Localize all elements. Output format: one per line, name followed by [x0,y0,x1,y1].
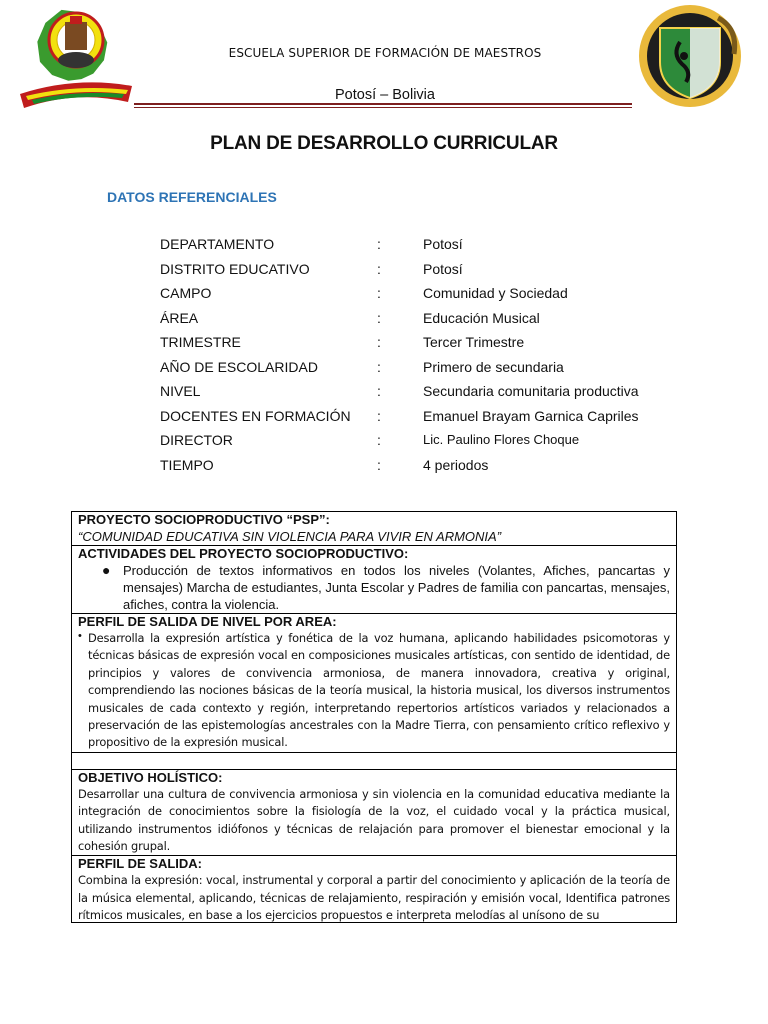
exit-profile-block [72,856,676,923]
empty-row [72,753,676,770]
referential-separator: : [377,407,381,424]
socioproductive-project-box [71,511,677,923]
referential-separator: : [377,432,381,448]
referential-row [160,261,680,286]
activities-text: Producción de textos informativos en todos los niveles (Volantes, Afiches, pancartas y mensajes) Marcha de estudiantes, Junta Escolar y Padres de familia con pancartas, mensajes, afiches, contra la violencia. [123,563,670,612]
psp-name: “COMUNIDAD EDUCATIVA SIN VIOLENCIA PARA VIVIR EN ARMONIA” [78,529,502,544]
referential-separator: : [377,358,381,375]
bullet-icon: • [78,630,82,642]
referential-label: ÁREA [160,309,199,326]
referential-value: Lic. Paulino Flores Choque [423,432,580,447]
referential-separator: : [377,383,381,399]
objective-title: OBJETIVO HOLÍSTICO: [78,769,223,785]
list-item [78,630,670,752]
activities-title: ACTIVIDADES DEL PROYECTO SOCIOPRODUCTIVO: [78,546,409,561]
referential-value: Potosí [423,236,463,252]
referential-label: CAMPO [160,285,212,301]
bullet-icon: ● [102,562,111,578]
referential-value: Primero de secundaria [423,358,564,375]
profile-area-block [72,614,676,753]
referential-row [160,359,680,384]
referential-separator: : [377,285,381,301]
referential-row [160,334,680,359]
referential-value: Educación Musical [423,309,540,326]
institution-logo-left [16,2,134,112]
referential-separator: : [377,260,381,277]
institution-logo-right [634,2,748,114]
referential-label: DEPARTAMENTO [160,236,275,252]
profile-area-title: PERFIL DE SALIDA DE NIVEL POR AREA: [78,614,337,629]
referential-row [160,285,680,310]
referential-row [160,236,680,261]
referential-label: DISTRITO EDUCATIVO [160,260,310,277]
referential-label: DIRECTOR [160,432,233,448]
referential-data-table [160,236,680,481]
referential-value: Tercer Trimestre [423,334,525,350]
document-title: PLAN DE DESARROLLO CURRICULAR [210,133,558,154]
activities-block [72,546,676,614]
psp-block [72,512,676,546]
referential-separator: : [377,456,381,473]
objective-block [72,770,676,857]
referential-label: NIVEL [160,383,201,399]
school-name: ESCUELA SUPERIOR DE FORMACIÓN DE MAESTROS [228,46,542,60]
referential-value: Secundaria comunitaria productiva [423,383,639,399]
city-country: Potosí – Bolivia [335,87,435,103]
referential-label: AÑO DE ESCOLARIDAD [160,358,318,375]
referential-separator: : [377,236,381,252]
profile-area-text: Desarrolla la expresión artística y fonética de la voz humana, aplicando habilidades psicomotoras y técnicas básicas de expresión vocal en composiciones musicales artísticas, con sentido de identidad, de principios y valores de convivencia armoniosa, de manera innovadora, creativa y original, comprendiendo las nociones básicas de la teoría musical, la historia musical, los diversos instrumentos musicales de cada contexto y región, interpretando repertorios artísticos variados y relacionados a preservación de las epistemologías ancestrales con la Madre Tierra, con pensamiento crítico reflexivo y propositivo de la expresión musical. [88,631,670,750]
header-rule [134,107,632,108]
referential-value: Comunidad y Sociedad [423,285,568,301]
header-rule [134,103,632,105]
referential-row [160,432,680,457]
referential-value: Potosí [423,260,463,277]
referential-row [160,457,680,482]
exit-profile-text: Combina la expresión: vocal, instrumental y corporal a partir del conocimiento y aplicación de la teoría de la música elemental, aplicando, técnicas de relajamiento, respiración y emisión vocal, Identifica patrones rítmicos musicales, en base a los ejercicios propuestos e interpreta melodías al unísono de su [78,873,670,923]
psp-title: PROYECTO SOCIOPRODUCTIVO “PSP”: [78,512,330,527]
exit-profile-title: PERFIL DE SALIDA: [78,856,202,872]
referential-label: DOCENTES EN FORMACIÓN [160,407,351,424]
referential-separator: : [377,334,381,350]
referential-label: TIEMPO [160,456,214,473]
objective-text: Desarrollar una cultura de convivencia armoniosa y sin violencia en la comunidad educativa mediante la integración de conocimientos sobre la fisiología de la voz, el cuidado vocal y la práctica musical, utilizando instrumentos idiófonos y técnicas de relajación para promover el bienestar emocional y la cohesión grupal. [78,786,670,854]
referential-label: TRIMESTRE [160,334,241,350]
referential-row [160,408,680,433]
referential-separator: : [377,309,381,326]
referential-value: Emanuel Brayam Garnica Capriles [423,407,639,424]
section-heading-referential: DATOS REFERENCIALES [107,189,277,205]
referential-row [160,383,680,408]
referential-row [160,310,680,335]
referential-value: 4 periodos [423,456,489,473]
list-item [78,562,670,613]
